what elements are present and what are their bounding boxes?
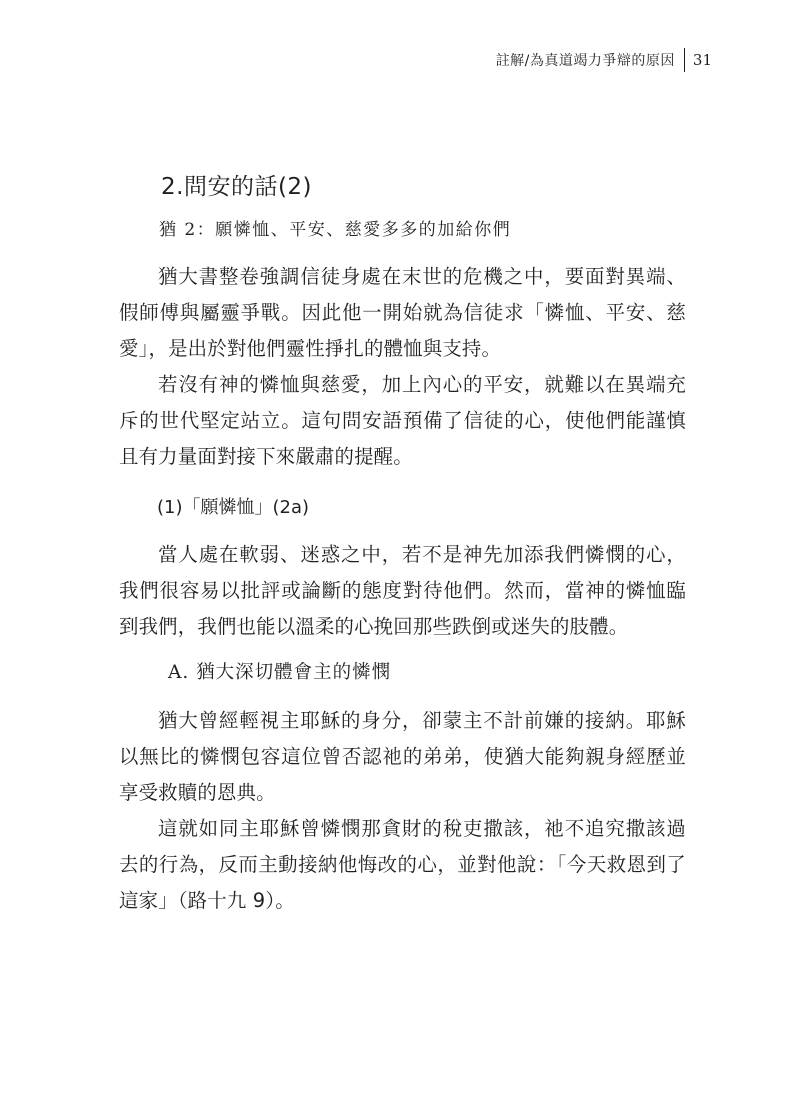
body-paragraph: 猶大曾經輕視主耶穌的身分，卻蒙主不計前嫌的接納。耶穌以無比的憐憫包容這位曾否認祂的弟弟，使猶大能夠親身經歷並享受救贖的恩典。 [119, 709, 686, 804]
scripture-verse: 猶 2：願憐恤、平安、慈愛多多的加給你們 [159, 220, 512, 240]
body-paragraph: 若沒有神的憐恤與慈愛，加上內心的平安，就難以在異端充斥的世代堅定站立。這句問安語預備了信徒的心，使他們能謹慎且有力量面對接下來嚴肅的提醒。 [119, 373, 686, 468]
subsection-heading: A. 猶大深切體會主的憐憫 [168, 662, 392, 683]
body-paragraph: 當人處在軟弱、迷惑之中，若不是神先加添我們憐憫的心，我們很容易以批評或論斷的態度對待他們。然而，當神的憐恤臨到我們，我們也能以溫柔的心挽回那些跌倒或迷失的肢體。 [119, 543, 686, 638]
running-header [496, 48, 712, 72]
body-paragraph: 這就如同主耶穌曾憐憫那貪財的稅吏撒該，祂不追究撒該過去的行為，反而主動接納他悔改的心，並對他說：「今天救恩到了這家」（路十九 9）。 [119, 817, 686, 912]
running-header-title: 註解/為真道竭力爭辯的原因 [495, 53, 675, 69]
body-paragraph: 猶大書整卷強調信徒身處在末世的危機之中，要面對異端、假師傅與屬靈爭戰。因此他一開始就為信徒求「憐恤、平安、慈愛」，是出於對他們靈性掙扎的體恤與支持。 [119, 265, 686, 360]
page-number: 31 [692, 51, 712, 69]
section-title: 2.問安的話(2) [161, 174, 313, 200]
header-divider [684, 48, 685, 72]
subsection-heading: (1)「願憐恤」(2a) [157, 497, 310, 518]
